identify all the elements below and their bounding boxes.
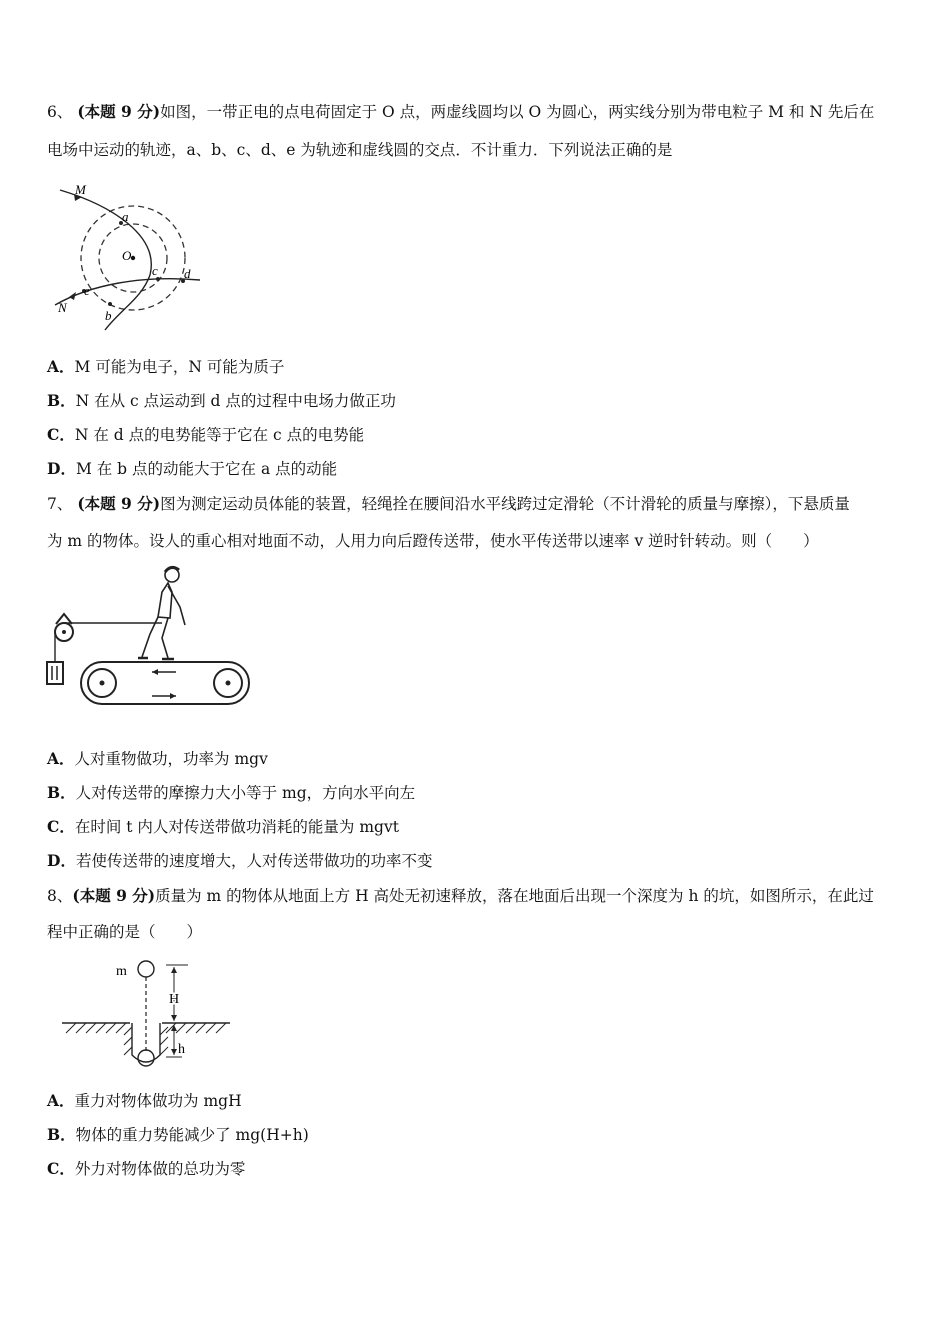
q7-athlete xyxy=(138,567,185,659)
q7-number: 7、 xyxy=(47,495,73,513)
q6-stem-line2: 电场中运动的轨迹，a、b、c、d、e 为轨迹和虚线圆的交点．不计重力．下列说法正确的是 xyxy=(47,141,673,159)
q6-stem-text1: 如图，一带正电的点电荷固定于 O 点，两虚线圆均以 O 为圆心，两实线分别为带电粒子 M 和 N 先后在 xyxy=(160,103,875,121)
q7-option-a: A．人对重物做功，功率为 mgv xyxy=(47,749,268,768)
q7-score: (本题 9 分) xyxy=(77,494,161,513)
q7-option-b: B．人对传送带的摩擦力大小等于 mg，方向水平向左 xyxy=(47,783,416,802)
q8-label-m: m xyxy=(116,964,127,979)
q6-label-b: b xyxy=(105,308,112,323)
q6-point-b xyxy=(108,302,112,306)
q6-label-c: c xyxy=(152,263,158,278)
q6-label-M: M xyxy=(75,182,86,197)
q6-arrow-N-icon xyxy=(69,292,76,300)
q7-stem-line1 xyxy=(47,494,850,514)
q8-stem-line2: 程中正确的是（ ） xyxy=(47,923,203,941)
q7-option-d: D．若使传送带的速度增大，人对传送带做功的功率不变 xyxy=(47,851,433,870)
q6-option-b: B．N 在从 c 点运动到 d 点的过程中电场力做正功 xyxy=(47,391,396,410)
q6-option-c: C．N 在 d 点的电势能等于它在 c 点的电势能 xyxy=(47,425,365,444)
q8-option-b: B．物体的重力势能减少了 mg(H+h) xyxy=(47,1125,309,1144)
q8-option-a: A．重力对物体做功为 mgH xyxy=(47,1091,242,1110)
q8-ball-end xyxy=(138,1050,154,1066)
q8-label-h: h xyxy=(178,1042,185,1057)
q8-option-c: C．外力对物体做的总功为零 xyxy=(47,1159,246,1178)
q7-conveyor-belt xyxy=(81,662,249,704)
q6-option-d: D．M 在 b 点的动能大于它在 a 点的动能 xyxy=(47,459,338,478)
q7-stem-text1: 图为测定运动员体能的装置，轻绳拴在腰间沿水平线跨过定滑轮（不计滑轮的质量与摩擦），下悬质量 xyxy=(160,495,850,513)
q7-option-c: C．在时间 t 内人对传送带做功消耗的能量为 mgvt xyxy=(47,817,399,836)
q7-stem-line2: 为 m 的物体。设人的重心相对地面不动，人用力向后蹬传送带，使水平传送带以速率 v 逆时针转动。则（ ） xyxy=(47,532,819,550)
q7-hanging-weight xyxy=(47,662,63,684)
q8-stem-text1: 质量为 m 的物体从地面上方 H 高处无初速释放，落在地面后出现一个深度为 h 的坑，如图所示，在此过 xyxy=(155,887,874,905)
q6-label-d: d xyxy=(184,266,191,281)
q6-label-a: a xyxy=(122,209,129,224)
q8-pit-figure xyxy=(58,955,233,1075)
q8-score: (本题 9 分) xyxy=(72,886,156,905)
q6-option-a: A．M 可能为电子，N 可能为质子 xyxy=(47,357,285,376)
q8-stem-line1 xyxy=(47,886,874,906)
q6-score: (本题 9 分) xyxy=(77,102,161,121)
q6-label-e: e xyxy=(84,283,90,298)
q7-treadmill-figure xyxy=(44,562,254,712)
q8-number: 8、 xyxy=(47,887,73,905)
q6-label-O: O xyxy=(122,248,132,263)
q6-stem-line1 xyxy=(47,102,874,122)
q6-number: 6、 xyxy=(47,103,73,121)
q8-ball-start xyxy=(138,961,154,977)
q8-label-H: H xyxy=(169,992,180,1007)
q6-label-N: N xyxy=(58,300,67,315)
q6-charge-point xyxy=(131,256,135,260)
q6-field-figure xyxy=(50,180,210,335)
